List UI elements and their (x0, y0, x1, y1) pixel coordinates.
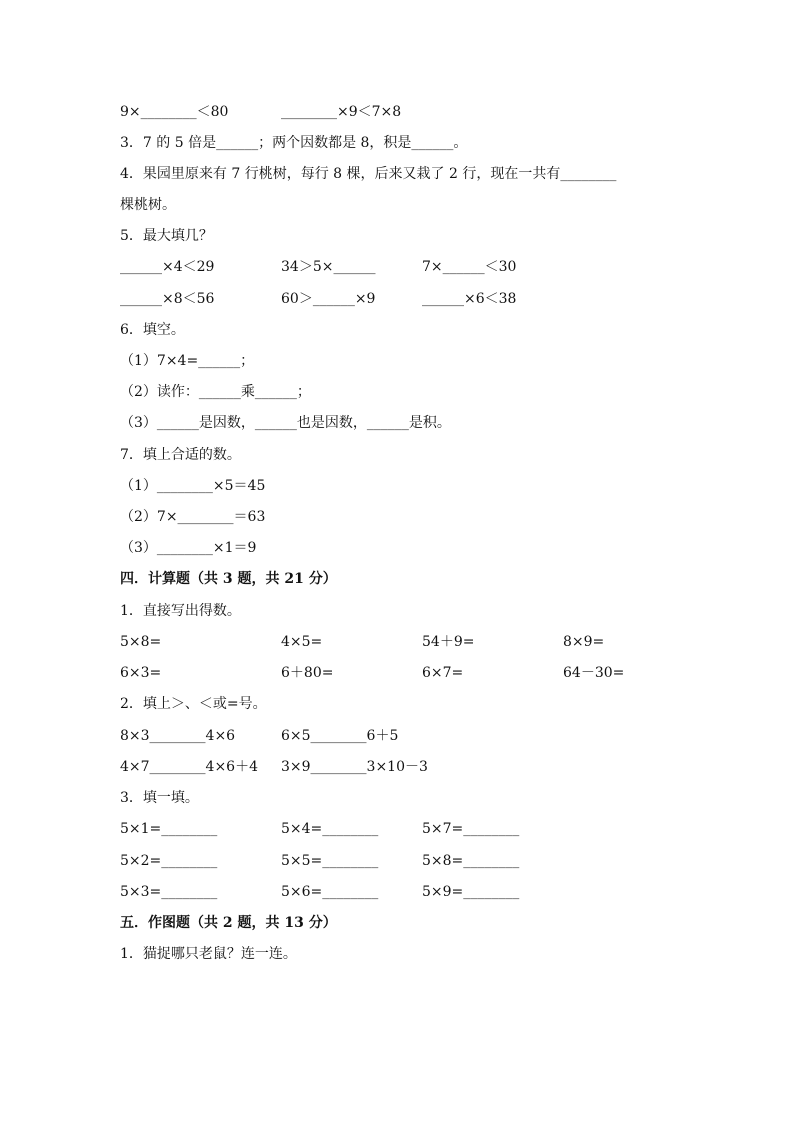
section-heading: 四．计算题（共 3 题，共 21 分） (120, 571, 337, 587)
calc-expr: 54＋9= (422, 634, 475, 650)
calc-expr: 4×5= (281, 634, 323, 650)
q2-expr-2: ________×9＜7×8 (281, 104, 402, 120)
fill-expr: 5×5=________ (281, 853, 379, 869)
question-3-text: 3．7 的 5 倍是______；两个因数都是 8，积是______。 (120, 135, 468, 151)
fill-expr: 5×2=________ (120, 853, 218, 869)
q7-item-text: （2）7×________＝63 (120, 509, 266, 525)
calc-expr: 6＋80= (281, 665, 334, 681)
q7-item-text: （1）________×5＝45 (120, 478, 266, 494)
calc-expr: 6×7= (422, 665, 464, 681)
fill-expr: 5×3=________ (120, 884, 218, 900)
q5-expr: ______×8＜56 (120, 291, 215, 307)
calc-expr: 64－30= (563, 665, 625, 681)
q6-item-text: （3）______是因数，______也是因数，______是积。 (120, 415, 451, 431)
fill-expr: 5×8=________ (422, 853, 520, 869)
question-4-text: 4．果园里原来有 7 行桃树，每行 8 棵，后来又栽了 2 行，现在一共有________ (120, 166, 617, 182)
question-4-text-cont: 棵桃树。 (120, 197, 176, 213)
compare-expr: 8×3________4×6 (120, 728, 236, 744)
question-5-heading: 5．最大填几？ (120, 228, 213, 244)
q5-expr: 34＞5×______ (281, 259, 376, 275)
fill-expr: 5×7=________ (422, 821, 520, 837)
compare-expr: 3×9________3×10－3 (281, 759, 428, 775)
q6-item-text: （1）7×4=______； (120, 353, 255, 369)
question-7-heading: 7．填上合适的数。 (120, 447, 241, 463)
question-heading: 1．直接写出得数。 (120, 603, 241, 619)
fill-expr: 5×9=________ (422, 884, 520, 900)
fill-expr: 5×1=________ (120, 821, 218, 837)
question-6-heading: 6．填空。 (120, 322, 185, 338)
compare-expr: 6×5________6＋5 (281, 728, 399, 744)
q2-expr-1: 9×________＜80 (120, 104, 229, 120)
calc-expr: 5×8= (120, 634, 162, 650)
question-heading: 1．猫捉哪只老鼠？连一连。 (120, 946, 297, 962)
q5-expr: 7×______＜30 (422, 259, 517, 275)
q5-expr: 60＞______×9 (281, 291, 376, 307)
fill-expr: 5×6=________ (281, 884, 379, 900)
question-heading: 2．填上＞、＜或=号。 (120, 696, 267, 712)
fill-expr: 5×4=________ (281, 821, 379, 837)
calc-expr: 8×9= (563, 634, 605, 650)
q6-item-text: （2）读作：______乘______； (120, 384, 311, 400)
question-heading: 3．填一填。 (120, 790, 199, 806)
q5-expr: ______×4＜29 (120, 259, 215, 275)
calc-expr: 6×3= (120, 665, 162, 681)
q7-item-text: （3）________×1＝9 (120, 540, 257, 556)
q5-expr: ______×6＜38 (422, 291, 517, 307)
section-heading: 五．作图题（共 2 题，共 13 分） (120, 915, 337, 931)
compare-expr: 4×7________4×6＋4 (120, 759, 258, 775)
